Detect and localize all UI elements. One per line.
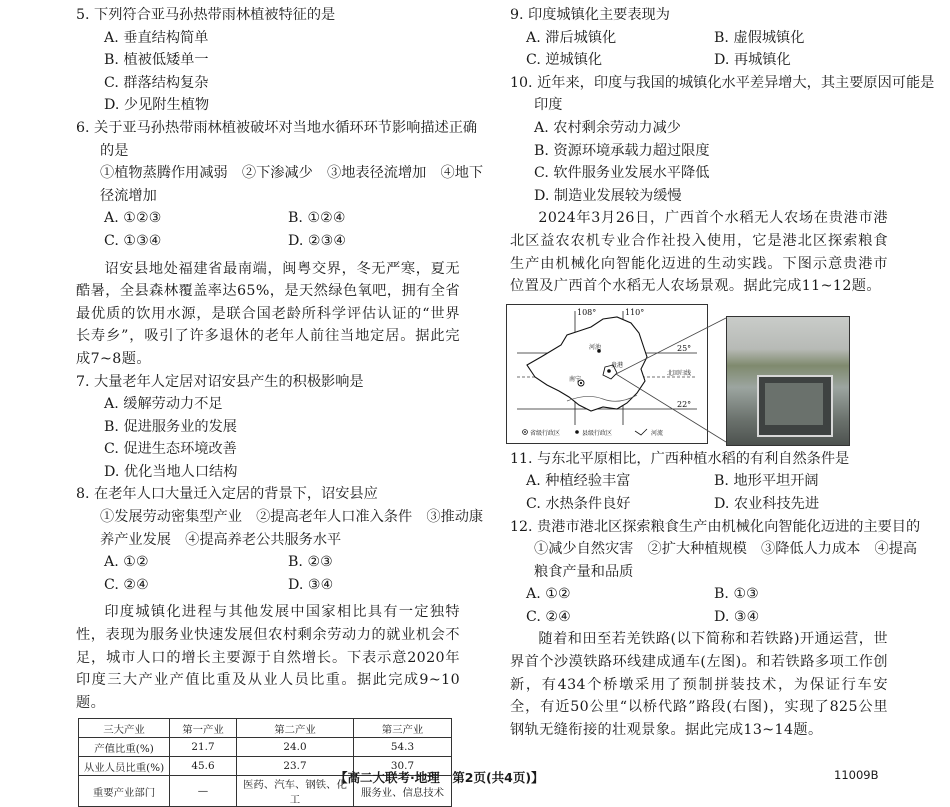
q6-option-b: B. ①②④ [288,210,346,227]
q10-stem-cont: 印度 [534,97,563,114]
q6-option-a: A. ①②③ [104,210,162,227]
q9-option-a: A. 滞后城镇化 [526,29,617,46]
q10-option-a: A. 农村剩余劳动力减少 [534,119,681,136]
table-cell: 24.0 [237,738,354,757]
q6-stem: 6. 关于亚马孙热带雨林植被破坏对当地水循环环节影响描述正确 [76,119,478,136]
city-label-nanning: 南宁 [569,375,582,383]
q5-option-a: A. 垂直结构简单 [104,29,209,46]
passage-hetian-ruoqiang: 随着和田至若羌铁路(以下简称和若铁路)开通运营，世界首个沙漠铁路环线建成通车(左图)。和若铁路多项工作创新，有434个桥墩采用了预制拼装技术，为保证行车安全，有近50公里“以桥代路”路段(右图)，实现了825公里钢轨无缝衔接的壮观景象。据此完成13~14题。 [510,631,888,738]
q10-stem: 10. 近年来，印度与我国的城镇化水平差异增大，其主要原因可能是 [510,74,935,91]
q11-option-c: C. 水热条件良好 [526,495,631,512]
q10-option-c: C. 软件服务业发展水平降低 [534,165,710,182]
rice-farm-photo [726,316,850,446]
q10-option-b: B. 资源环境承载力超过限度 [534,142,710,159]
q8-option-a: A. ①② [104,554,149,571]
lat-label-22: 22° [677,399,692,409]
q8-options-row2 [76,574,460,597]
q9-option-b: B. 虚假城镇化 [714,29,805,46]
q9-options-row2 [510,49,888,72]
q5-option-c: C. 群落结构复杂 [104,74,209,91]
q6-stem-cont: 的是 [100,142,129,159]
q11-options-row2 [510,493,888,516]
q9-stem: 9. 印度城镇化主要表现为 [510,7,670,23]
q8-options-row1 [76,551,460,574]
q6-items-cont: 径流增加 [100,187,157,204]
legend-river-label: 河流 [651,429,664,437]
q11-stem: 11. 与东北平原相比，广西种植水稻的有利自然条件是 [510,450,850,467]
q11-option-b: B. 地形平坦开阔 [714,473,819,490]
q12-options-row2 [510,606,888,629]
farm-signboard [757,375,833,437]
q8-option-d: D. ③④ [288,576,334,593]
q6-options-row1 [76,207,460,230]
passage-zhaoan: 诏安县地处福建省最南端，闽粤交界，冬无严寒，夏无酷暑，全县森林覆盖率达65%，是天然绿色氧吧，拥有全省最优质的饮用水源，是联合国老龄所科学评估认证的“世界长寿乡”，吸引了许多退休的老年人前往当地定居。据此完成7~8题。 [76,260,460,367]
q9-option-c: C. 逆城镇化 [526,52,603,69]
table-row [79,738,452,757]
q6-option-d: D. ②③④ [288,232,347,249]
q11-options-row1 [510,470,888,493]
lat-label-25: 25° [677,343,692,353]
left-column [76,4,484,807]
table-cell: 服务业、信息技术 [354,776,452,807]
tropic-label: 北回归线 [667,369,692,377]
footer-exam-code: 11009B [834,768,879,782]
table-cell: — [170,776,237,807]
page-footer [0,768,950,788]
q8-items-cont: 养产业发展 ④提高养老公共服务水平 [100,531,342,548]
table-header-row [79,719,452,738]
q11-option-a: A. 种植经验丰富 [526,473,631,490]
footer-page-info: 【高二大联考·地理 第2页(共4页)】 [335,770,544,785]
table-cell: 医药、汽车、钢铁、化工 [237,776,354,807]
q8-stem: 8. 在老年人口大量迁入定居的背景下，诏安县应 [76,486,378,503]
q6-options-row2 [76,230,460,253]
q12-option-c: C. ②④ [526,608,571,625]
q12-option-d: D. ③④ [714,608,760,625]
table-cell: 从业人员比重(%) [79,757,170,776]
right-column [510,4,935,741]
q12-options-row1 [510,583,888,606]
q7-option-b: B. 促进服务业的发展 [104,418,237,435]
q5-option-b: B. 植被低矮单一 [104,52,209,69]
passage-guigang: 2024年3月26日，广西首个水稻无人农场在贵港市港北区益农农机专业合作社投入使用，它是港北区探索粮食生产由机械化向智能化迈进的生动实践。下图示意贵港市位置及广西首个水稻无人农场景观。据此完成11~12题。 [510,210,888,295]
q8-option-c: C. ②④ [104,576,149,593]
legend-province-label: 省级行政区 [530,429,561,437]
guangxi-figure [510,304,888,444]
table-cell: 23.7 [237,757,354,776]
table-cell: 产值比重(%) [79,738,170,757]
city-label-hechi: 河池 [589,343,602,351]
lon-label-110: 110° [625,307,645,317]
q7-option-d: D. 优化当地人口结构 [104,463,238,480]
q9-option-d: D. 再城镇化 [714,52,791,69]
table-cell: 30.7 [354,757,452,776]
table-header-cell: 第三产业 [354,719,452,738]
q7-option-c: C. 促进生态环境改善 [104,441,237,458]
lon-label-108: 108° [577,307,597,317]
legend-county-label: 县级行政区 [582,429,613,437]
q5-stem: 5. 下列符合亚马孙热带雨林植被特征的是 [76,7,336,23]
q6-option-c: C. ①③④ [104,232,162,249]
q6-items: ①植物蒸腾作用减弱 ②下渗减少 ③地表径流增加 ④地下 [100,165,484,182]
city-label-guigang: 贵港 [611,361,624,369]
q12-items: ①减少自然灾害 ②扩大种植规模 ③降低人力成本 ④提高 [534,541,918,558]
q7-option-a: A. 缓解劳动力不足 [104,396,223,413]
q9-options-row1 [510,27,888,50]
q12-stem: 12. 贵港市港北区探索粮食生产由机械化向智能化迈进的主要目的 [510,518,921,535]
q12-option-b: B. ①③ [714,586,759,603]
q12-items-cont: 粮食产量和品质 [534,563,634,580]
table-cell: 54.3 [354,738,452,757]
passage-india: 印度城镇化进程与其他发展中国家相比具有一定独特性，表现为服务业快速发展但农村剩余劳动力的就业机会不足，城市人口的增长主要源于自然增长。下表示意2020年印度三大产业产值比重及从业人员比重。据此完成9~10题。 [76,604,460,711]
table-cell: 重要产业部门 [79,776,170,807]
q5-option-d: D. 少见附生植物 [104,97,210,114]
q12-option-a: A. ①② [526,586,571,603]
table-header-cell: 第二产业 [237,719,354,738]
table-header-cell: 三大产业 [79,719,170,738]
q7-stem: 7. 大量老年人定居对诏安县产生的积极影响是 [76,373,364,390]
q8-items: ①发展劳动密集型产业 ②提高老年人口准入条件 ③推动康 [100,509,484,526]
table-cell: 21.7 [170,738,237,757]
q11-option-d: D. 农业科技先进 [714,495,820,512]
table-header-cell: 第一产业 [170,719,237,738]
table-cell: 45.6 [170,757,237,776]
q8-option-b: B. ②③ [288,554,333,571]
q10-option-d: D. 制造业发展较为缓慢 [534,187,682,204]
